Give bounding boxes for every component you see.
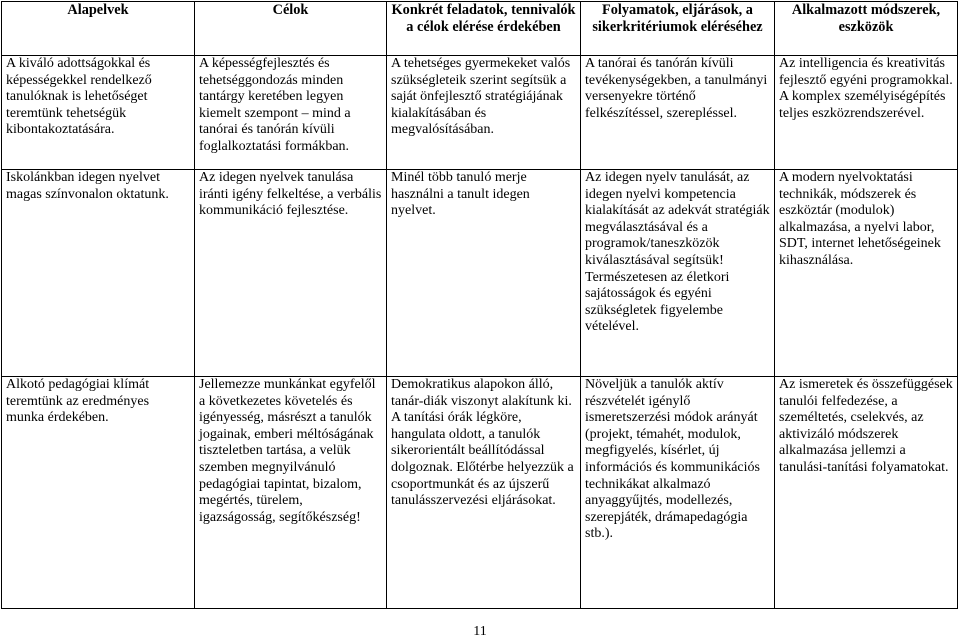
header-principles: Alapelvek xyxy=(2,2,195,56)
table-header-row xyxy=(2,2,958,56)
cell-goal: A képességfejlesztés és tehetséggondozás minden tantárgy keretében legyen kiemelt szempont – mind a tanórai és tanórán kívüli foglalkoztatási formákban. xyxy=(195,56,387,170)
cell-principle: A kiváló adottságokkal és képességekkel rendelkező tanulóknak is lehetőséget teremtünk tehetségük kibontakoztatására. xyxy=(2,56,195,170)
table-row xyxy=(2,170,958,377)
cell-method: A modern nyelvoktatási technikák, módszerek és eszköztár (modulok) alkalmazása, a nyelvi labor, SDT, internet lehetőségeinek kihasználása. xyxy=(775,170,958,377)
cell-goal: Az idegen nyelvek tanulása iránti igény felkeltése, a verbális kommunikáció fejlesztése. xyxy=(195,170,387,377)
cell-process: Az idegen nyelv tanulását, az idegen nyelvi kompetencia kialakítását az adekvát stratégiák megválasztásával és a programok/taneszközök kiválasztásával segítsük! Természetesen az életkori sajátosságok és egyéni szükségletek figyelembe vételével. xyxy=(581,170,775,377)
header-goals: Célok xyxy=(195,2,387,56)
cell-task: Demokratikus alapokon álló, tanár-diák viszonyt alakítunk ki. A tanítási órák légköre, hangulata oldott, a tanulók sikerorientált beállítódással dolgoznak. Előtérbe helyezzük a csoportmunkát és az újszerű tanulásszervezési eljárásokat. xyxy=(387,377,581,609)
header-processes: Folyamatok, eljárások, a sikerkritériumok eléréséhez xyxy=(581,2,775,56)
cell-task: A tehetséges gyermekeket valós szükségleteik szerint segítsük a saját önfejlesztő stratégiájának kialakításában és megvalósításában. xyxy=(387,56,581,170)
page-number: 11 xyxy=(473,624,487,639)
cell-goal: Jellemezze munkánkat egyfelől a következetes követelés és igényesség, másrészt a tanulók jogainak, emberi méltóságának tiszteletben tartása, a velük szemben megnyilvánuló pedagógiai tapintat, bizalom, megértés, türelem, igazságosság, segítőkészség! xyxy=(195,377,387,609)
cell-process: A tanórai és tanórán kívüli tevékenységekben, a tanulmányi versenyekre történő felkészítéssel, szerepléssel. xyxy=(581,56,775,170)
goals-table xyxy=(1,1,958,609)
table-row xyxy=(2,377,958,609)
table-row xyxy=(2,56,958,170)
header-tasks: Konkrét feladatok, tennivalók a célok elérése érdekében xyxy=(387,2,581,56)
cell-method: Az ismeretek és összefüggések tanulói felfedezése, a személtetés, cselekvés, az aktivizáló módszerek alkalmazása jellemzi a tanulási-tanítási folyamatokat. xyxy=(775,377,958,609)
cell-principle: Alkotó pedagógiai klímát teremtünk az eredményes munka érdekében. xyxy=(2,377,195,609)
cell-process: Növeljük a tanulók aktív részvételét igénylő ismeretszerzési módok arányát (projekt, témahét, modulok, megfigyelés, kísérlet, új információs és kommunikációs technikákat alkalmazó anyaggyűjtés, modellezés, szerepjáték, drámapedagógia stb.). xyxy=(581,377,775,609)
cell-principle: Iskolánkban idegen nyelvet magas színvonalon oktatunk. xyxy=(2,170,195,377)
cell-method: Az intelligencia és kreativitás fejlesztő egyéni programokkal. A komplex személyiségépítés teljes eszközrendszerével. xyxy=(775,56,958,170)
cell-task: Minél több tanuló merje használni a tanult idegen nyelvet. xyxy=(387,170,581,377)
header-methods: Alkalmazott módszerek, eszközök xyxy=(775,2,958,56)
